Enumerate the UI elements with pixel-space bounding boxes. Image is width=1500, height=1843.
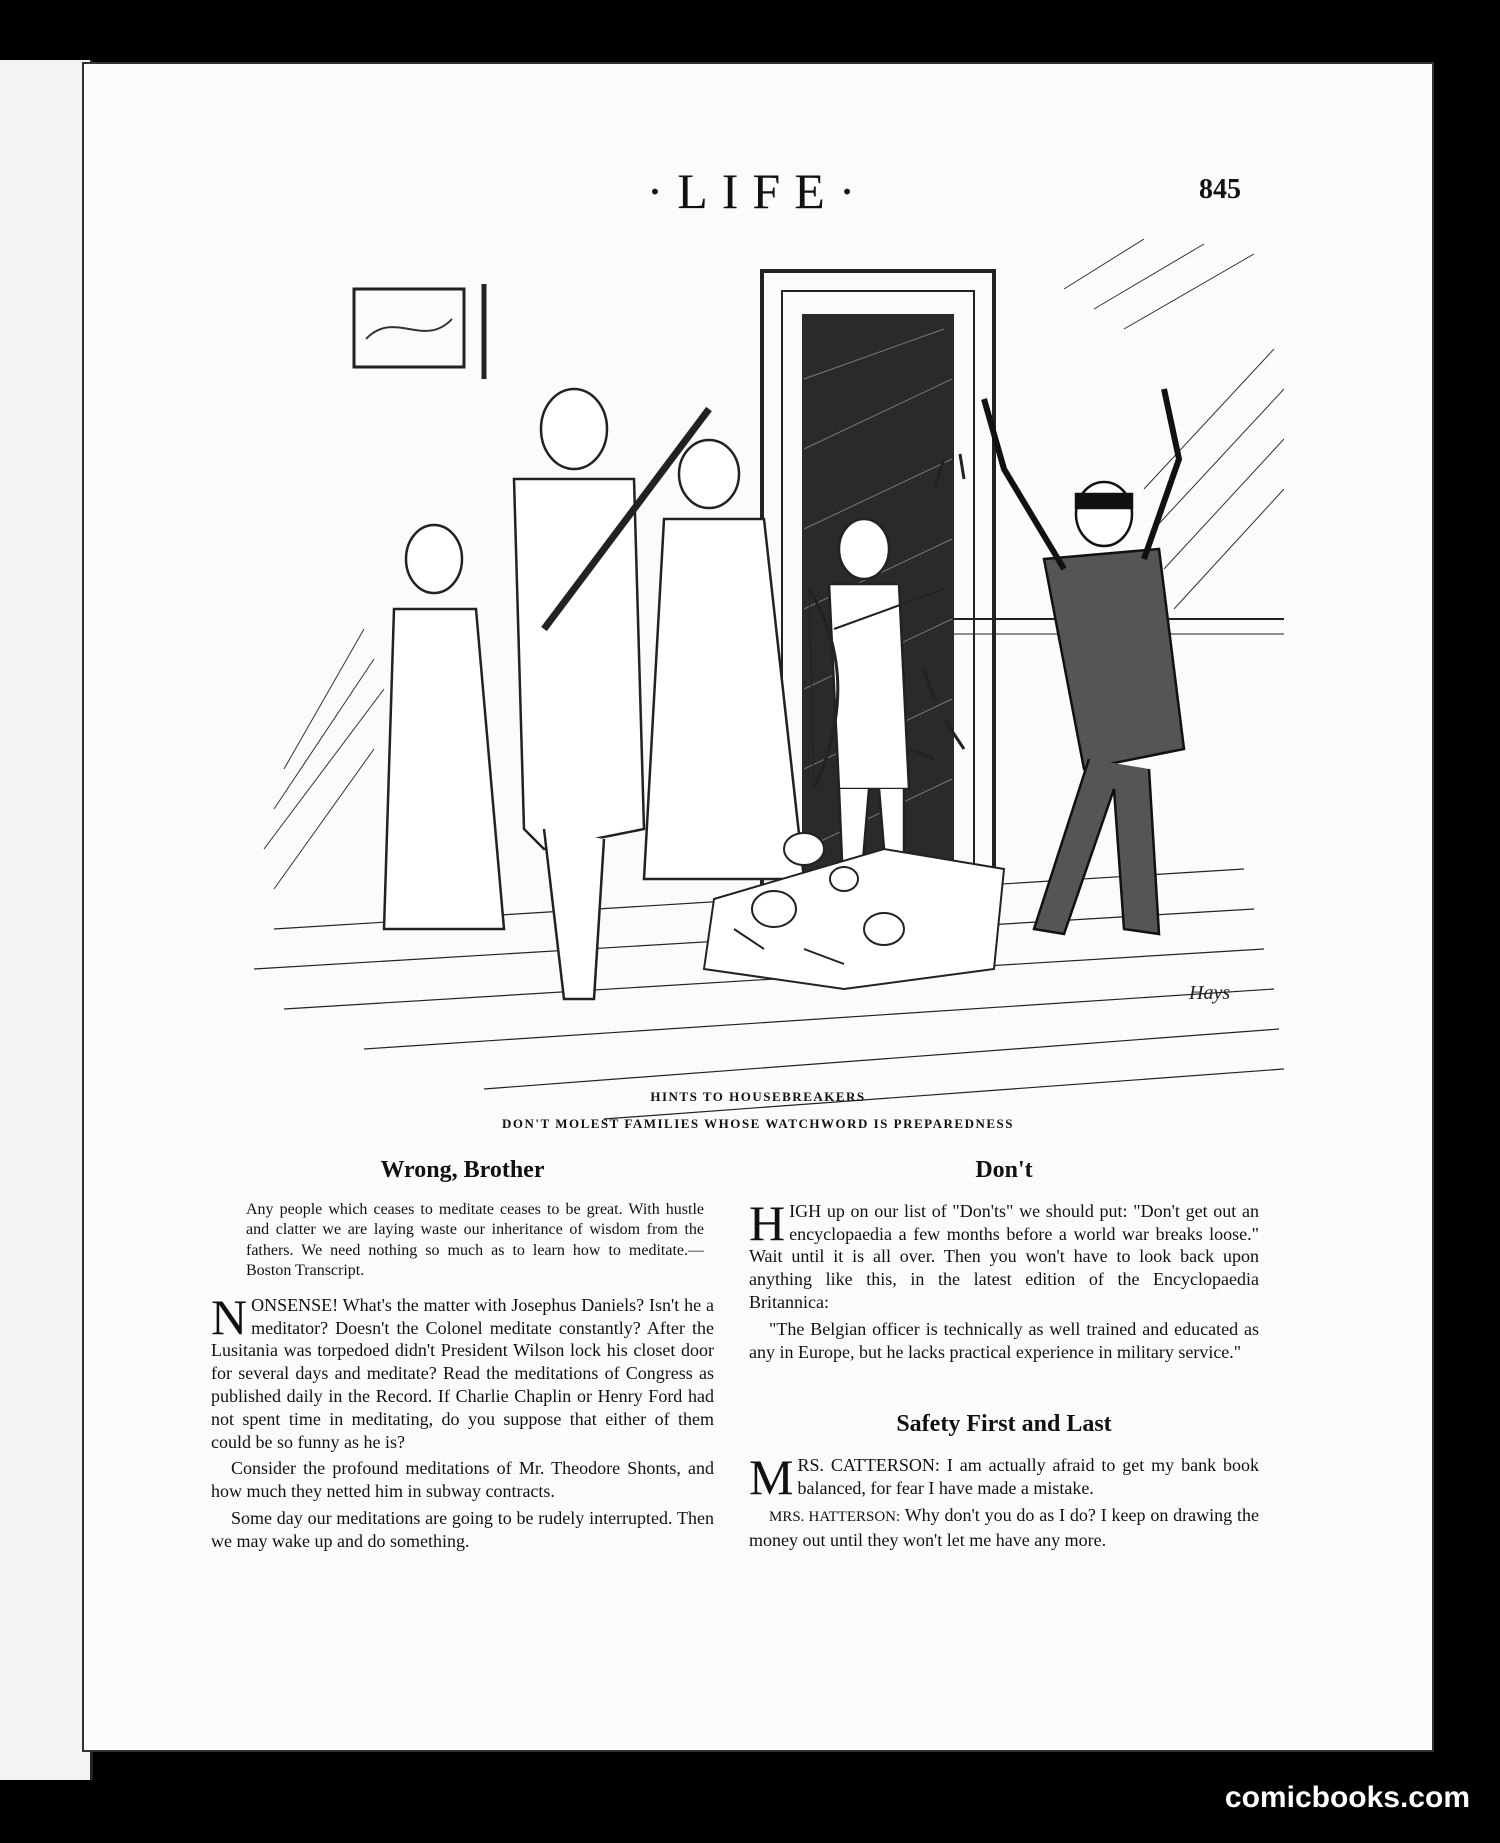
article-paragraph [749, 1194, 1259, 1314]
burglar-figure [984, 389, 1184, 934]
illustration-caption-subtitle: DON'T MOLEST FAMILIES WHOSE WATCHWORD IS PREPAREDNESS [502, 1116, 1014, 1131]
cartoon-illustration [244, 229, 1284, 1139]
masthead-dot-right: · [838, 163, 870, 219]
article-title-dont: Don't [975, 1157, 1033, 1183]
article-paragraph: Consider the profound meditations of Mr. Theodore Shonts, and how much they netted him in subway contracts. [211, 1458, 714, 1502]
left-column [211, 1159, 714, 1557]
paragraph-text: Why don't you do as I do? I keep on drawing the money out until they won't let me have any more. [749, 1504, 1259, 1550]
illustration-caption-title: HINTS TO HOUSEBREAKERS [650, 1089, 866, 1104]
paragraph-text: ONSENSE! What's the matter with Josephus Daniels? Isn't he a meditator? Doesn't the Colonel meditate constantly? After the Lusitania was torpedoed didn't President Wilson lock his closet door for several days and meditate? Read the meditations of Congress as published daily in the Record. If Charlie Chaplin or Henry Ford had not spent time in meditating, do you suppose that either of them could be so funny as he is? [211, 1294, 714, 1452]
epigraph-quote: Any people which ceases to meditate ceases to be great. With hustle and clatter we are laying waste our inheritance of wisdom from the fathers. We need nothing so much as to learn how to meditate.—Boston Transcript. [246, 1200, 704, 1280]
paragraph-text: RS. CATTERSON: I am actually afraid to get my bank book balanced, for fear I have made a mistake. [797, 1455, 1259, 1498]
magazine-page [82, 62, 1434, 1752]
adjacent-page-edge [0, 60, 93, 1780]
masthead-dot-left: · [646, 163, 678, 219]
article-paragraph [749, 1504, 1259, 1552]
article-paragraph [749, 1449, 1259, 1506]
site-watermark: comicbooks.com [1224, 1781, 1470, 1814]
drop-cap: H [749, 1194, 786, 1251]
artist-signature: Hays [1189, 982, 1231, 1004]
speaker-name: MRS. HATTERSON: [769, 1508, 901, 1525]
paragraph-text: IGH up on our list of "Don'ts" we should put: "Don't get out an encyclopaedia a few months before a world war breaks loose." Wait until it is all over. Then you won't have to look back upon anything like this, in the latest edition of the Encyclopaedia Britannica: [749, 1200, 1259, 1312]
drop-cap: N [211, 1288, 248, 1345]
page-number: 845 [1199, 174, 1241, 205]
masthead-title: LIFE [677, 163, 839, 219]
drop-cap: M [749, 1449, 794, 1506]
article-paragraph: Some day our meditations are going to be rudely interrupted. Then we may wake up and do something. [211, 1507, 714, 1551]
right-column [749, 1159, 1259, 1555]
article-title-wrong-brother: Wrong, Brother [380, 1157, 545, 1183]
article-paragraph: "The Belgian officer is technically as well trained and educated as any in Europe, but he lacks practical experience in military service." [749, 1318, 1259, 1362]
article-title-safety-first: Safety First and Last [896, 1411, 1112, 1438]
article-paragraph [211, 1288, 714, 1454]
